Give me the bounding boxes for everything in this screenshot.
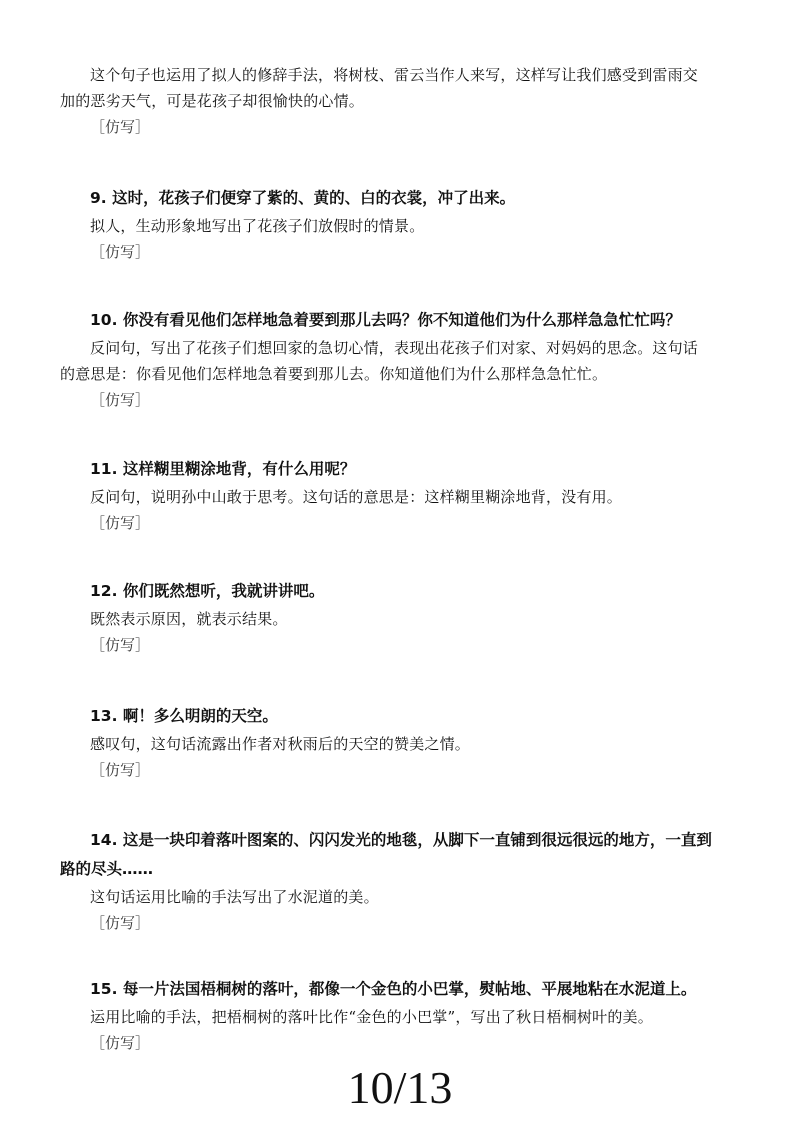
item-heading: 11. 这样糊里糊涂地背，有什么用呢？ (90, 460, 356, 478)
explanation-line: 既然表示原因，就表示结果。 (90, 610, 288, 628)
imitate-label: ［仿写］ (90, 243, 151, 261)
page-number: 10/13 (347, 1062, 453, 1113)
item-heading: 15. 每一片法国梧桐树的落叶，都像一个金色的小巴掌，熨帖地、平展地粘在水泥道上。 (90, 980, 697, 998)
explanation-line: 加的恶劣天气，可是花孩子却很愉快的心情。 (60, 92, 365, 110)
item-heading: 10. 你没有看见他们怎样地急着要到那儿去吗？你不知道他们为什么那样急急忙忙吗？ (90, 311, 681, 329)
explanation-line: 的意思是：你看见他们怎样地急着要到那儿去。你知道他们为什么那样急急忙忙。 (60, 365, 608, 383)
item-heading: 12. 你们既然想听，我就讲讲吧。 (90, 582, 325, 600)
explanation-line: 反问句，写出了花孩子们想回家的急切心情，表现出花孩子们对家、对妈妈的思念。这句话 (90, 339, 699, 357)
explanation-line: 这句话运用比喻的手法写出了水泥道的美。 (90, 888, 379, 906)
imitate-label: ［仿写］ (90, 514, 151, 532)
item-10 (60, 306, 750, 413)
item-13 (60, 702, 750, 783)
item-heading: 14. 这是一块印着落叶图案的、闪闪发光的地毯，从脚下一直铺到很远很远的地方，一直到 (90, 831, 712, 849)
explanation-line: 反问句，说明孙中山敢于思考。这句话的意思是：这样糊里糊涂地背，没有用。 (90, 488, 623, 506)
item-heading: 9. 这时，花孩子们便穿了紫的、黄的、白的衣裳，冲了出来。 (90, 189, 516, 207)
imitate-label: ［仿写］ (90, 1034, 151, 1052)
imitate-label: ［仿写］ (90, 391, 151, 409)
imitate-label: ［仿写］ (90, 636, 151, 654)
item-heading: 13. 啊！多么明朗的天空。 (90, 707, 278, 725)
intro-block (60, 62, 750, 140)
explanation-line: 这个句子也运用了拟人的修辞手法，将树枝、雷云当作人来写，这样写让我们感受到雷雨交 (90, 66, 699, 84)
explanation-line: 感叹句，这句话流露出作者对秋雨后的天空的赞美之情。 (90, 735, 471, 753)
item-11 (60, 455, 750, 536)
imitate-label: ［仿写］ (90, 761, 151, 779)
item-heading-continued: 路的尽头…… (60, 860, 154, 878)
item-12 (60, 577, 750, 658)
item-15 (60, 975, 750, 1056)
item-14 (60, 826, 750, 936)
item-9 (60, 184, 750, 265)
explanation-line: 运用比喻的手法，把梧桐树的落叶比作“金色的小巴掌”，写出了秋日梧桐树叶的美。 (90, 1008, 653, 1026)
explanation-line: 拟人，生动形象地写出了花孩子们放假时的情景。 (90, 217, 425, 235)
imitate-label: ［仿写］ (90, 118, 151, 136)
imitate-label: ［仿写］ (90, 914, 151, 932)
